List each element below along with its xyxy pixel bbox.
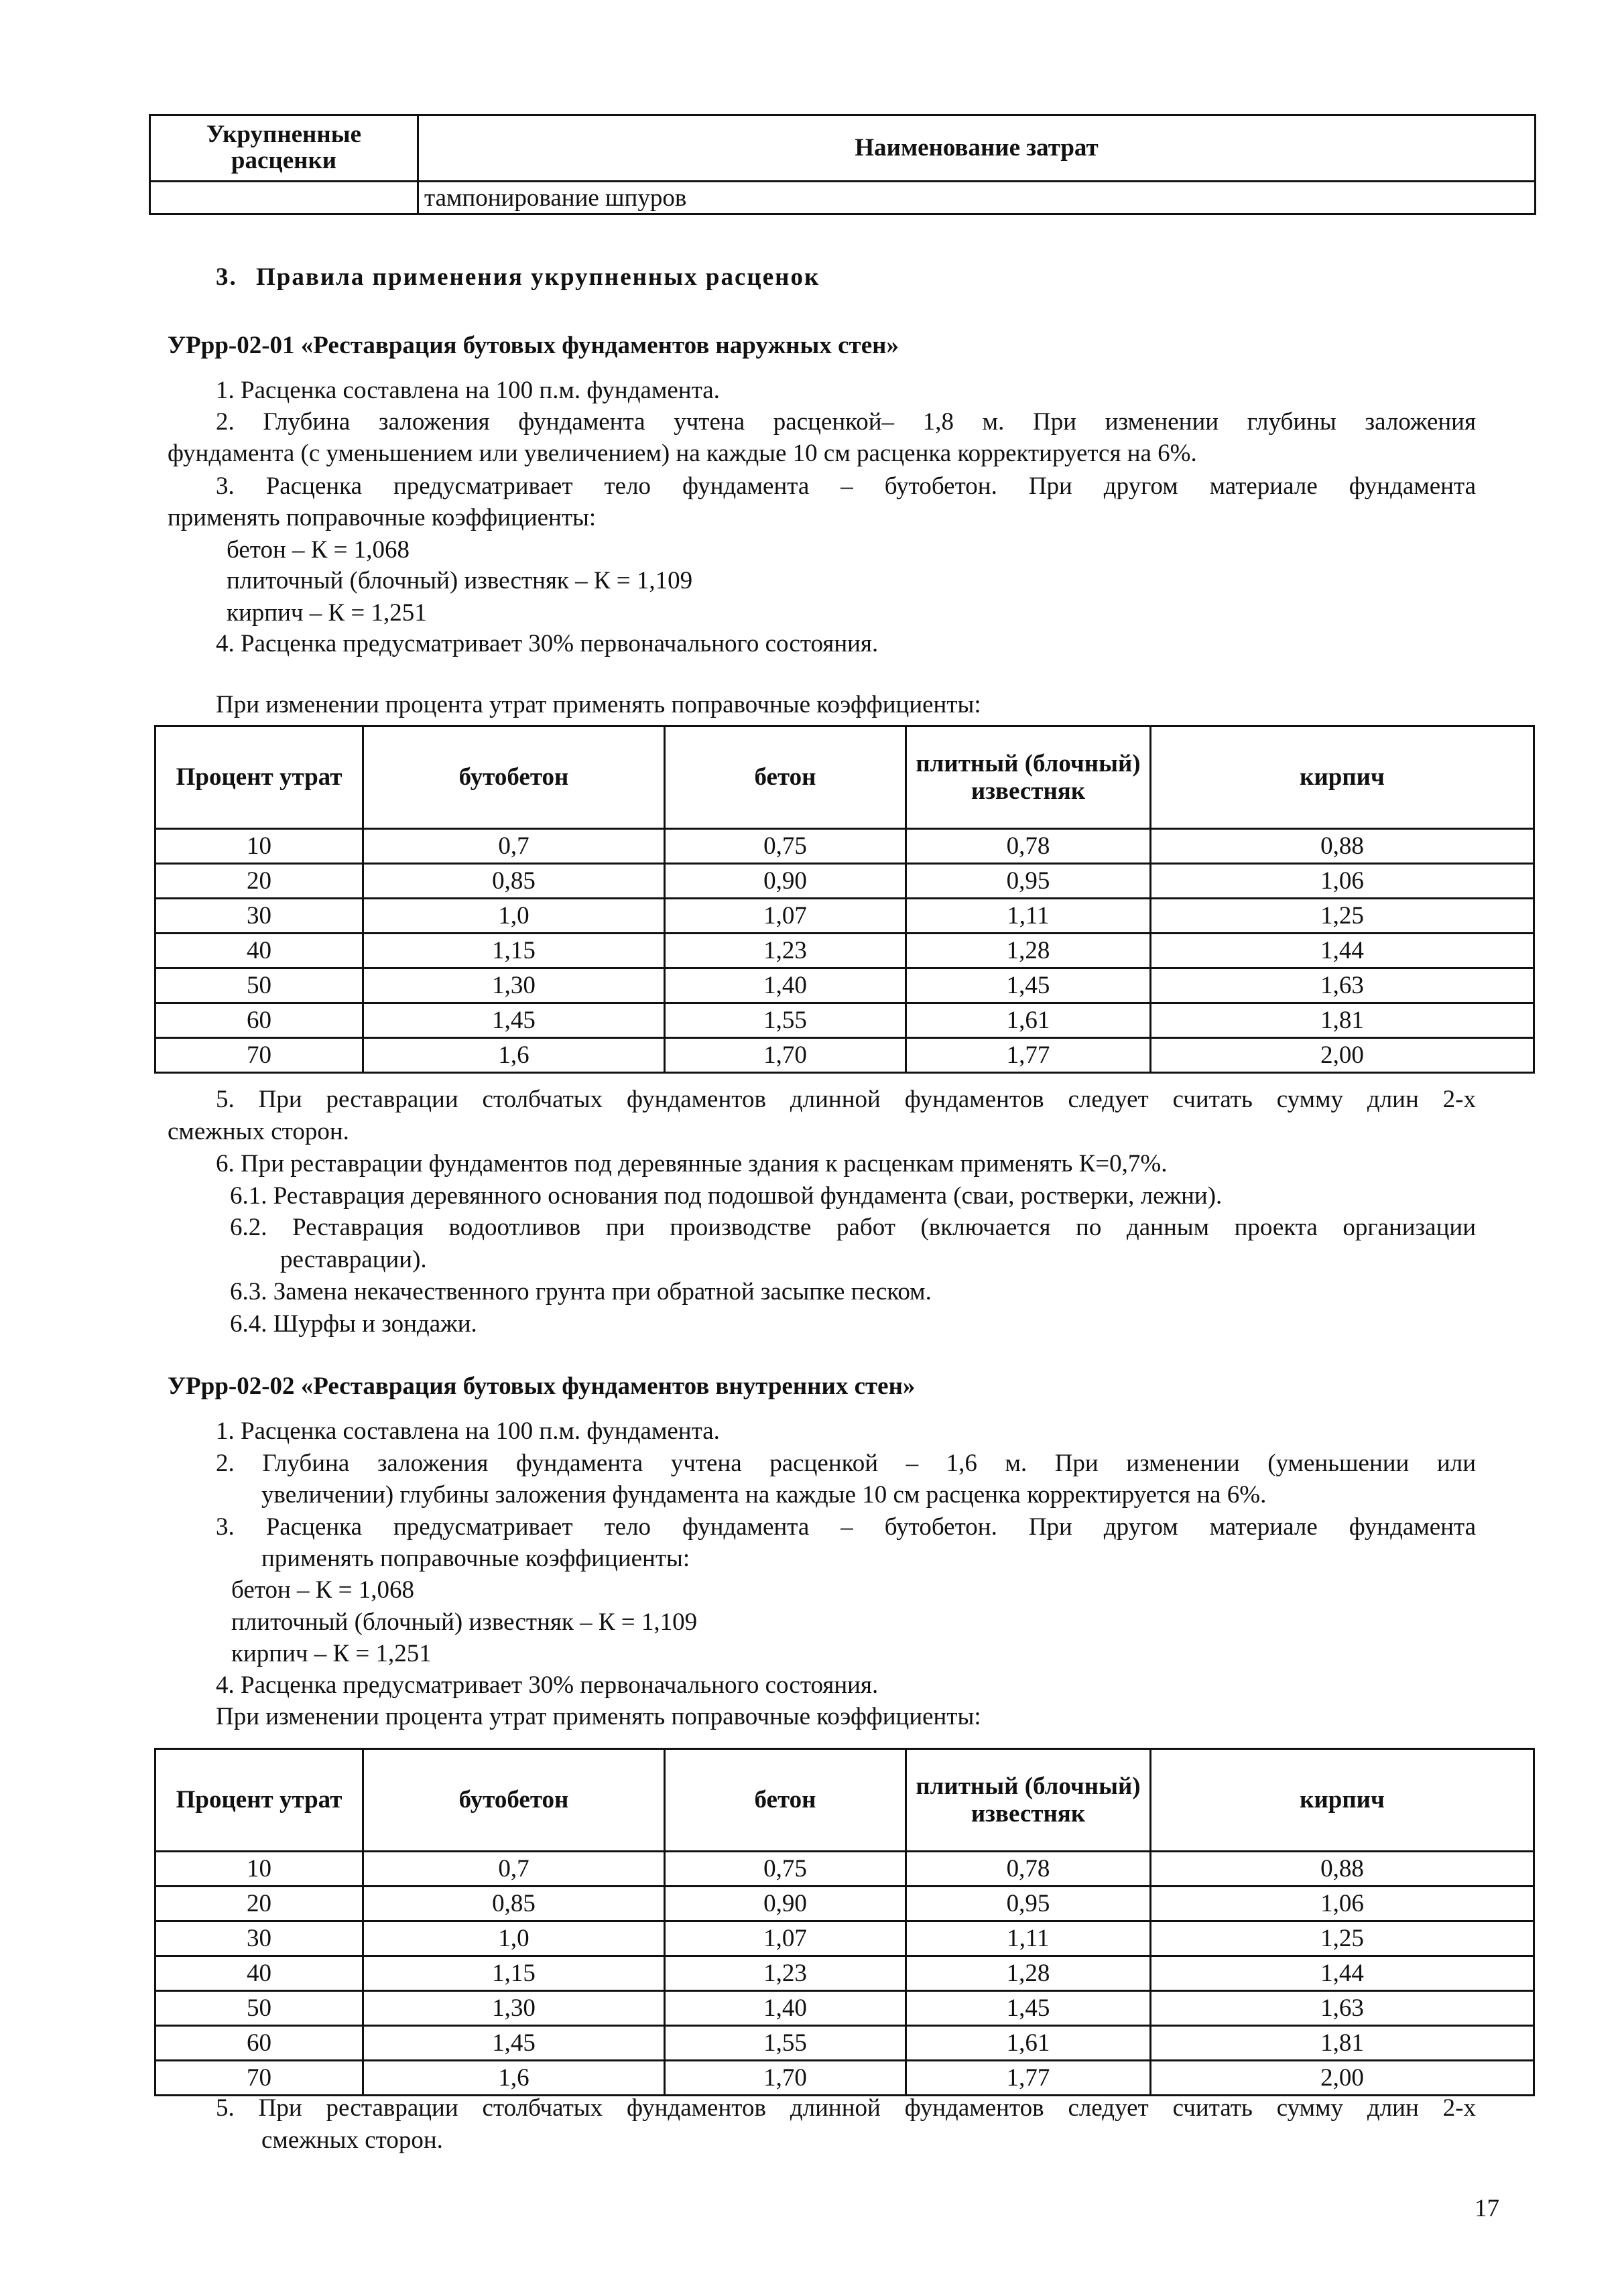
table-cell: 0,85 (363, 864, 665, 899)
table-cell: 1,30 (363, 1991, 665, 2026)
page-number: 17 (1475, 2195, 1499, 2222)
table-row (155, 1038, 1534, 1073)
table-cell: 1,45 (906, 968, 1151, 1003)
table-cell: 20 (155, 864, 363, 899)
table-cell: тампонирование шпуров (418, 182, 1536, 214)
header-cell: бутобетон (363, 1749, 665, 1852)
section-title: Правила применения укрупненных расценок (256, 263, 820, 291)
paragraph-line: увеличении) глубины заложения фундамента на каждые 10 см расценка корректируется на 6%. (261, 1481, 1267, 1509)
table-cell: 1,40 (665, 968, 906, 1003)
table-row (155, 2026, 1534, 2061)
list-item: 4. Расценка предусматривает 30% первоначального состояния. (216, 630, 879, 657)
table-cell: 1,6 (363, 2061, 665, 2096)
table-cell: 10 (155, 829, 363, 864)
table-cell: 2,00 (1151, 2061, 1534, 2096)
table-cell: 0,85 (363, 1887, 665, 1921)
list-item: 5. При реставрации столбчатых фундаментов длинной фундаментов следует считать сумму длин 2-х (216, 2094, 1476, 2122)
table-cell: 10 (155, 1852, 363, 1887)
table-cell (150, 182, 418, 214)
table-cell: 1,61 (906, 1003, 1151, 1038)
table-cell: 1,55 (665, 1003, 906, 1038)
header-cell: Наименование затрат (418, 115, 1536, 182)
header-cell: Укрупненные расценки (150, 115, 418, 182)
table-row (155, 1991, 1534, 2026)
table-row (155, 934, 1534, 968)
list-item: 6.1. Реставрация деревянного основания под подошвой фундамента (сваи, ростверки, лежни). (230, 1182, 1223, 1210)
table-cell: 20 (155, 1887, 363, 1921)
header-cell: Процент утрат (155, 1749, 363, 1852)
table-cell: 1,06 (1151, 864, 1534, 899)
table-cell: 1,45 (363, 2026, 665, 2061)
list-item: 6.3. Замена некачественного грунта при обратной засыпке песком. (230, 1278, 932, 1305)
table-row (155, 1852, 1534, 1887)
coefficient-line: плиточный (блочный) известняк – К = 1,109 (231, 1608, 698, 1636)
table-cell: 1,40 (665, 1991, 906, 2026)
table-cell: 2,00 (1151, 1038, 1534, 1073)
table-row (155, 864, 1534, 899)
table-caption: При изменении процента утрат применять поправочные коэффициенты: (216, 1703, 981, 1730)
table-header-row (150, 115, 1536, 182)
table-cell: 0,95 (906, 864, 1151, 899)
header-cell: бетон (665, 726, 906, 829)
table-cell: 0,78 (906, 829, 1151, 864)
header-cell: кирпич (1151, 1749, 1534, 1852)
table-row (155, 968, 1534, 1003)
table-row (155, 2061, 1534, 2096)
table-row (155, 1956, 1534, 1991)
table-cell: 50 (155, 1991, 363, 2026)
table-cell: 0,7 (363, 1852, 665, 1887)
header-cell: бутобетон (363, 726, 665, 829)
table-header-row (155, 1749, 1534, 1852)
coefficient-line: бетон – К = 1,068 (231, 1576, 415, 1604)
table-cell: 0,90 (665, 1887, 906, 1921)
table-cell: 70 (155, 2061, 363, 2096)
table-cell: 1,61 (906, 2026, 1151, 2061)
section-heading (216, 261, 820, 293)
table-cell: 1,25 (1151, 1921, 1534, 1956)
coefficient-line: плиточный (блочный) известняк – К = 1,109 (227, 567, 693, 594)
header-cell: плитный (блочный) известняк (906, 1749, 1151, 1852)
table-cell: 70 (155, 1038, 363, 1073)
table-cell: 1,0 (363, 1921, 665, 1956)
list-item: 5. При реставрации столбчатых фундаментов длинной фундаментов следует считать сумму длин 2-х (216, 1086, 1476, 1113)
table-row (155, 1003, 1534, 1038)
table-cell: 1,6 (363, 1038, 665, 1073)
list-item: 2. Глубина заложения фундамента учтена расценкой– 1,8 м. При изменении глубины заложения (216, 408, 1476, 436)
table-cell: 1,23 (665, 1956, 906, 1991)
table-cell: 40 (155, 1956, 363, 1991)
table-cell: 1,45 (906, 1991, 1151, 2026)
coefficient-table (154, 725, 1535, 1074)
list-item: 3. Расценка предусматривает тело фундамента – бутобетон. При другом материале фундамента (216, 472, 1476, 500)
table-cell: 1,63 (1151, 968, 1534, 1003)
table-cell: 1,25 (1151, 899, 1534, 934)
table-cell: 1,07 (665, 1921, 906, 1956)
table-cell: 1,11 (906, 899, 1151, 934)
table-cell: 60 (155, 2026, 363, 2061)
list-item: 6. При реставрации фундаментов под деревянные здания к расценкам применять К=0,7%. (216, 1150, 1168, 1177)
coefficient-line: бетон – К = 1,068 (227, 536, 410, 564)
table-cell: 1,55 (665, 2026, 906, 2061)
table-cell: 0,95 (906, 1887, 1151, 1921)
table-cell: 1,28 (906, 1956, 1151, 1991)
table-cell: 1,0 (363, 899, 665, 934)
paragraph-line: смежных сторон. (168, 1118, 349, 1145)
table-cell: 1,45 (363, 1003, 665, 1038)
table-cell: 1,15 (363, 934, 665, 968)
table-row (155, 899, 1534, 934)
table-cell: 1,06 (1151, 1887, 1534, 1921)
table-cell: 1,77 (906, 1038, 1151, 1073)
paragraph-line: применять поправочные коэффициенты: (261, 1545, 690, 1572)
table-cell: 1,11 (906, 1921, 1151, 1956)
table-cell: 1,81 (1151, 1003, 1534, 1038)
table-cell: 1,70 (665, 1038, 906, 1073)
table-row (150, 182, 1536, 214)
header-cell: бетон (665, 1749, 906, 1852)
coefficient-table (154, 1748, 1535, 2096)
table-cell: 1,81 (1151, 2026, 1534, 2061)
table-cell: 0,78 (906, 1852, 1151, 1887)
table-cell: 0,75 (665, 829, 906, 864)
table-cell: 1,23 (665, 934, 906, 968)
table-cell: 1,70 (665, 2061, 906, 2096)
subsection-heading: УРрр-02-01 «Реставрация бутовых фундаментов наружных стен» (168, 332, 899, 359)
subsection-heading: УРрр-02-02 «Реставрация бутовых фундаментов внутренних стен» (168, 1373, 916, 1400)
paragraph-line: смежных сторон. (261, 2126, 443, 2154)
coefficient-line: кирпич – К = 1,251 (231, 1640, 432, 1667)
list-item: 2. Глубина заложения фундамента учтена расценкой – 1,6 м. При изменении (уменьшении или (216, 1450, 1476, 1477)
table-cell: 0,88 (1151, 1852, 1534, 1887)
list-item: 4. Расценка предусматривает 30% первоначального состояния. (216, 1671, 879, 1699)
table-cell: 0,88 (1151, 829, 1534, 864)
table-cell: 1,28 (906, 934, 1151, 968)
table-cell: 1,63 (1151, 1991, 1534, 2026)
table-header-row (155, 726, 1534, 829)
list-item: 3. Расценка предусматривает тело фундамента – бутобетон. При другом материале фундамента (216, 1513, 1476, 1541)
table-cell: 1,30 (363, 968, 665, 1003)
table-cell: 1,07 (665, 899, 906, 934)
section-number: 3. (216, 263, 237, 291)
header-cell: плитный (блочный) известняк (906, 726, 1151, 829)
table-cell: 30 (155, 1921, 363, 1956)
table-caption: При изменении процента утрат применять поправочные коэффициенты: (216, 691, 981, 718)
list-item: 1. Расценка составлена на 100 п.м. фундамента. (216, 377, 720, 404)
table-cell: 1,15 (363, 1956, 665, 1991)
list-item: 6.4. Шурфы и зондажи. (230, 1310, 477, 1338)
table-cell: 50 (155, 968, 363, 1003)
continuation-table (149, 114, 1536, 215)
table-cell: 0,7 (363, 829, 665, 864)
paragraph-line: фундамента (с уменьшением или увеличением) на каждые 10 см расценка корректируется на 6%. (168, 440, 1197, 467)
table-cell: 60 (155, 1003, 363, 1038)
list-item: 6.2. Реставрация водоотливов при производстве работ (включается по данным проекта организации (230, 1214, 1476, 1241)
header-cell: Процент утрат (155, 726, 363, 829)
paragraph-line: реставрации). (280, 1246, 427, 1273)
table-cell: 0,75 (665, 1852, 906, 1887)
table-cell: 0,90 (665, 864, 906, 899)
table-row (155, 1921, 1534, 1956)
table-cell: 30 (155, 899, 363, 934)
paragraph-line: применять поправочные коэффициенты: (168, 504, 597, 531)
table-cell: 1,77 (906, 2061, 1151, 2096)
table-row (155, 1887, 1534, 1921)
table-cell: 40 (155, 934, 363, 968)
header-cell: кирпич (1151, 726, 1534, 829)
list-item: 1. Расценка составлена на 100 п.м. фундамента. (216, 1417, 720, 1445)
table-row (155, 829, 1534, 864)
table-cell: 1,44 (1151, 934, 1534, 968)
coefficient-line: кирпич – К = 1,251 (227, 599, 427, 627)
table-cell: 1,44 (1151, 1956, 1534, 1991)
